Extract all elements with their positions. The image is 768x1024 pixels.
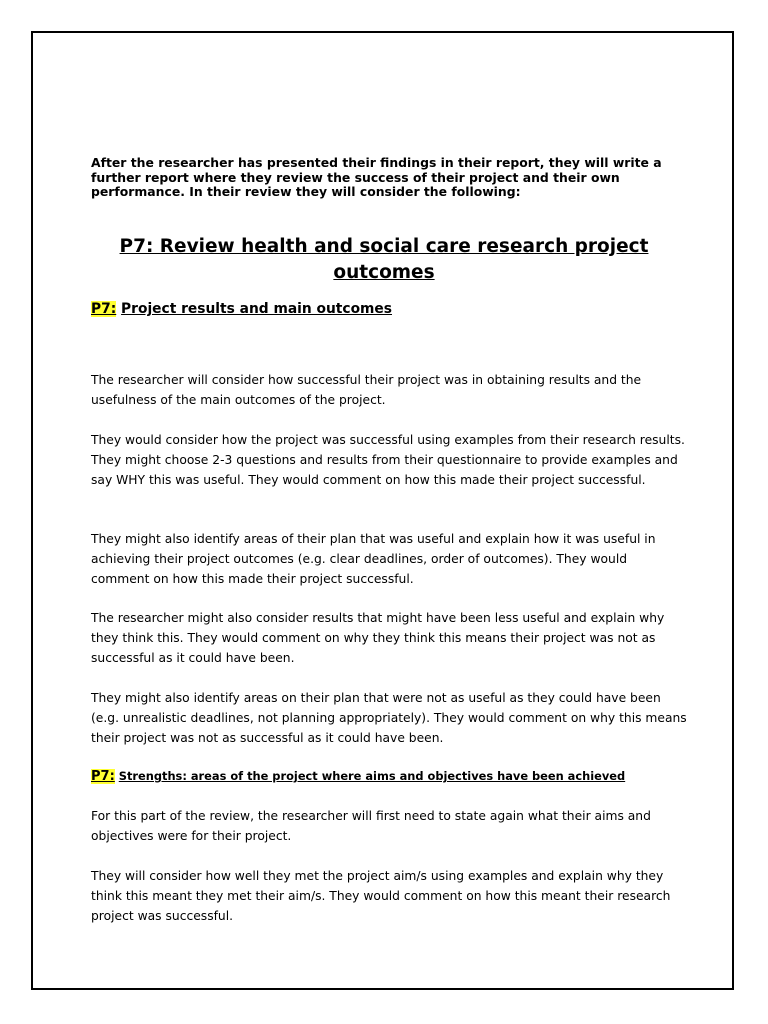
paragraph-results-2: They would consider how the project was successful using examples from their research results. They might choose 2-3 questions and results from their questionnaire to provide examples and say WHY this was useful. They would comment on how this made their project successful. bbox=[91, 433, 685, 487]
intro-paragraph: After the researcher has presented their findings in their report, they will write a further report where they review the success of their project and their own performance. In their review they will consider the following: bbox=[91, 155, 662, 199]
page-title: P7: Review health and social care research project outcomes bbox=[119, 236, 649, 283]
section-heading-results bbox=[91, 300, 392, 318]
section-tag-highlight: P7: bbox=[91, 769, 115, 784]
paragraph-strengths-1: For this part of the review, the researcher will first need to state again what their aims and objectives were for their project. bbox=[91, 809, 651, 843]
section-heading-strengths bbox=[91, 768, 625, 785]
paragraph-results-5: They might also identify areas on their plan that were not as useful as they could have been (e.g. unrealistic deadlines, not planning appropriately). They would comment on why this means their project was not as successful as it could have been. bbox=[91, 691, 687, 745]
paragraph-results-4: The researcher might also consider results that might have been less useful and explain why they think this. They would comment on why they think this means their project was not as successful as it could have been. bbox=[91, 611, 665, 665]
paragraph-strengths-2: They will consider how well they met the project aim/s using examples and explain why they think this meant they met their aim/s. They would comment on how this meant their research project was successful. bbox=[91, 869, 671, 923]
section-heading-text: Strengths: areas of the project where aims and objectives have been achieved bbox=[118, 769, 626, 783]
paragraph-results-1: The researcher will consider how successful their project was in obtaining results and the usefulness of the main outcomes of the project. bbox=[91, 373, 642, 407]
section-heading-text: Project results and main outcomes bbox=[121, 301, 392, 317]
paragraph-results-3: They might also identify areas of their plan that was useful and explain how it was useful in achieving their project outcomes (e.g. clear deadlines, order of outcomes). They would comment on how this made their project successful. bbox=[91, 532, 656, 586]
section-tag-highlight: P7: bbox=[91, 301, 117, 317]
